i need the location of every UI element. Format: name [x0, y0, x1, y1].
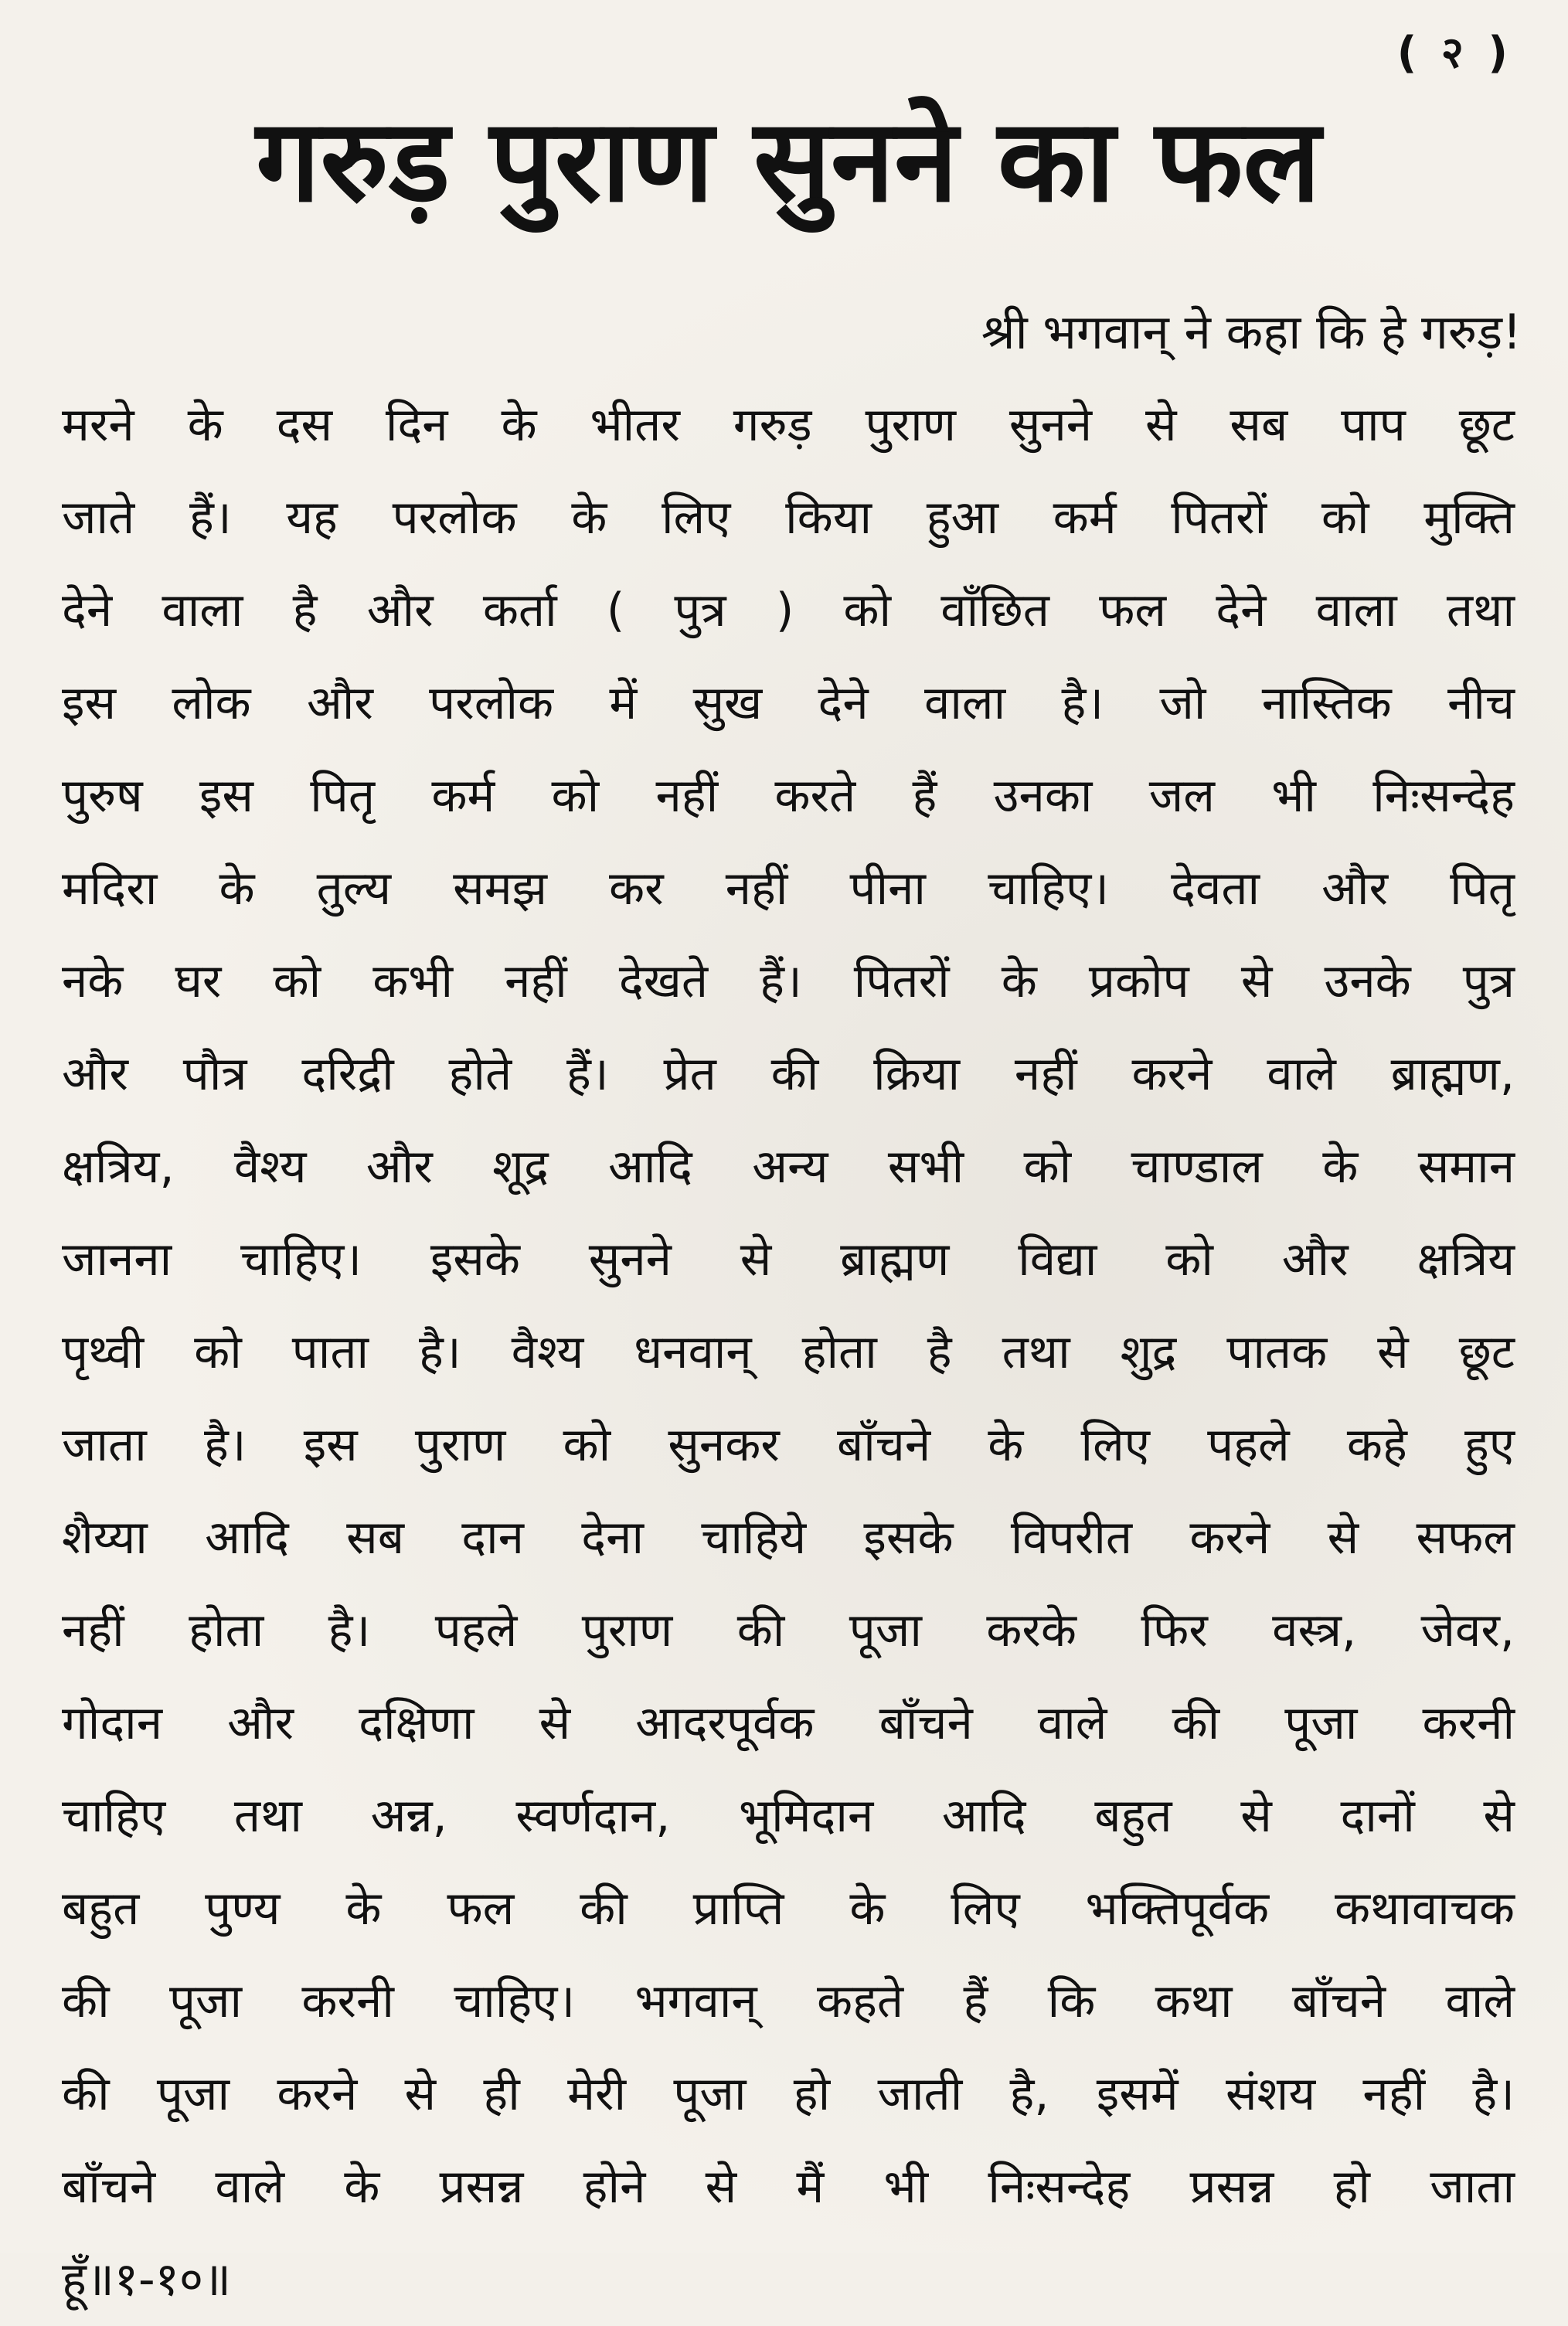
text-line: पुरुष इस पितृ कर्म को नहीं करते हैं उनका जल भी निःसन्देह — [62, 769, 1515, 823]
page-number: ( २ ) — [1396, 28, 1512, 78]
text-line: इस लोक और परलोक में सुख देने वाला है। जो नास्तिक नीच — [62, 676, 1515, 730]
text-line: बहुत पुण्य के फल की प्राप्ति के लिए भक्तिपूर्वक कथावाचक — [62, 1882, 1515, 1936]
opening-line: श्री भगवान् ने कहा कि हे गरुड़! — [981, 304, 1522, 360]
body-text — [62, 379, 1515, 2326]
text-line: जाता है। इस पुराण को सुनकर बाँचने के लिए पहले कहे हुए — [62, 1418, 1515, 1472]
text-line: क्षत्रिय, वैश्य और शूद्र आदि अन्य सभी को चाण्डाल के समान — [62, 1140, 1515, 1194]
text-line: हूँ॥१-१०॥ — [62, 2253, 231, 2307]
text-line: जाते हैं। यह परलोक के लिए किया हुआ कर्म पितरों को मुक्ति — [62, 491, 1515, 545]
text-line: गोदान और दक्षिणा से आदरपूर्वक बाँचने वाले की पूजा करनी — [62, 1696, 1515, 1750]
text-line: और पौत्र दरिद्री होते हैं। प्रेत की क्रिया नहीं करने वाले ब्राह्मण, — [62, 1047, 1515, 1101]
text-line: चाहिए तथा अन्न, स्वर्णदान, भूमिदान आदि बहुत से दानों से — [62, 1789, 1515, 1843]
text-line: जानना चाहिए। इसके सुनने से ब्राह्मण विद्या को और क्षत्रिय — [62, 1233, 1515, 1287]
text-line: नके घर को कभी नहीं देखते हैं। पितरों के प्रकोप से उनके पुत्र — [62, 954, 1515, 1008]
text-line: शैय्या आदि सब दान देना चाहिये इसके विपरीत करने से सफल — [62, 1511, 1515, 1565]
text-line: पृथ्वी को पाता है। वैश्य धनवान् होता है तथा शुद्र पातक से छूट — [62, 1325, 1515, 1379]
text-line: नहीं होता है। पहले पुराण की पूजा करके फिर वस्त्र, जेवर, — [62, 1603, 1515, 1658]
text-line: बाँचने वाले के प्रसन्न होने से मैं भी निःसन्देह प्रसन्न हो जाता — [62, 2160, 1515, 2214]
text-line: की पूजा करने से ही मेरी पूजा हो जाती है, इसमें संशय नहीं है। — [62, 2067, 1515, 2121]
page-title: गरुड़ पुराण सुनने का फल — [256, 94, 1321, 227]
text-line: मरने के दस दिन के भीतर गरुड़ पुराण सुनने से सब पाप छूट — [62, 398, 1515, 452]
text-line: की पूजा करनी चाहिए। भगवान् कहते हैं कि कथा बाँचने वाले — [62, 1974, 1515, 2028]
text-line: देने वाला है और कर्ता ( पुत्र ) को वाँछित फल देने वाला तथा — [62, 583, 1515, 638]
text-line: मदिरा के तुल्य समझ कर नहीं पीना चाहिए। देवता और पितृ — [62, 862, 1515, 916]
